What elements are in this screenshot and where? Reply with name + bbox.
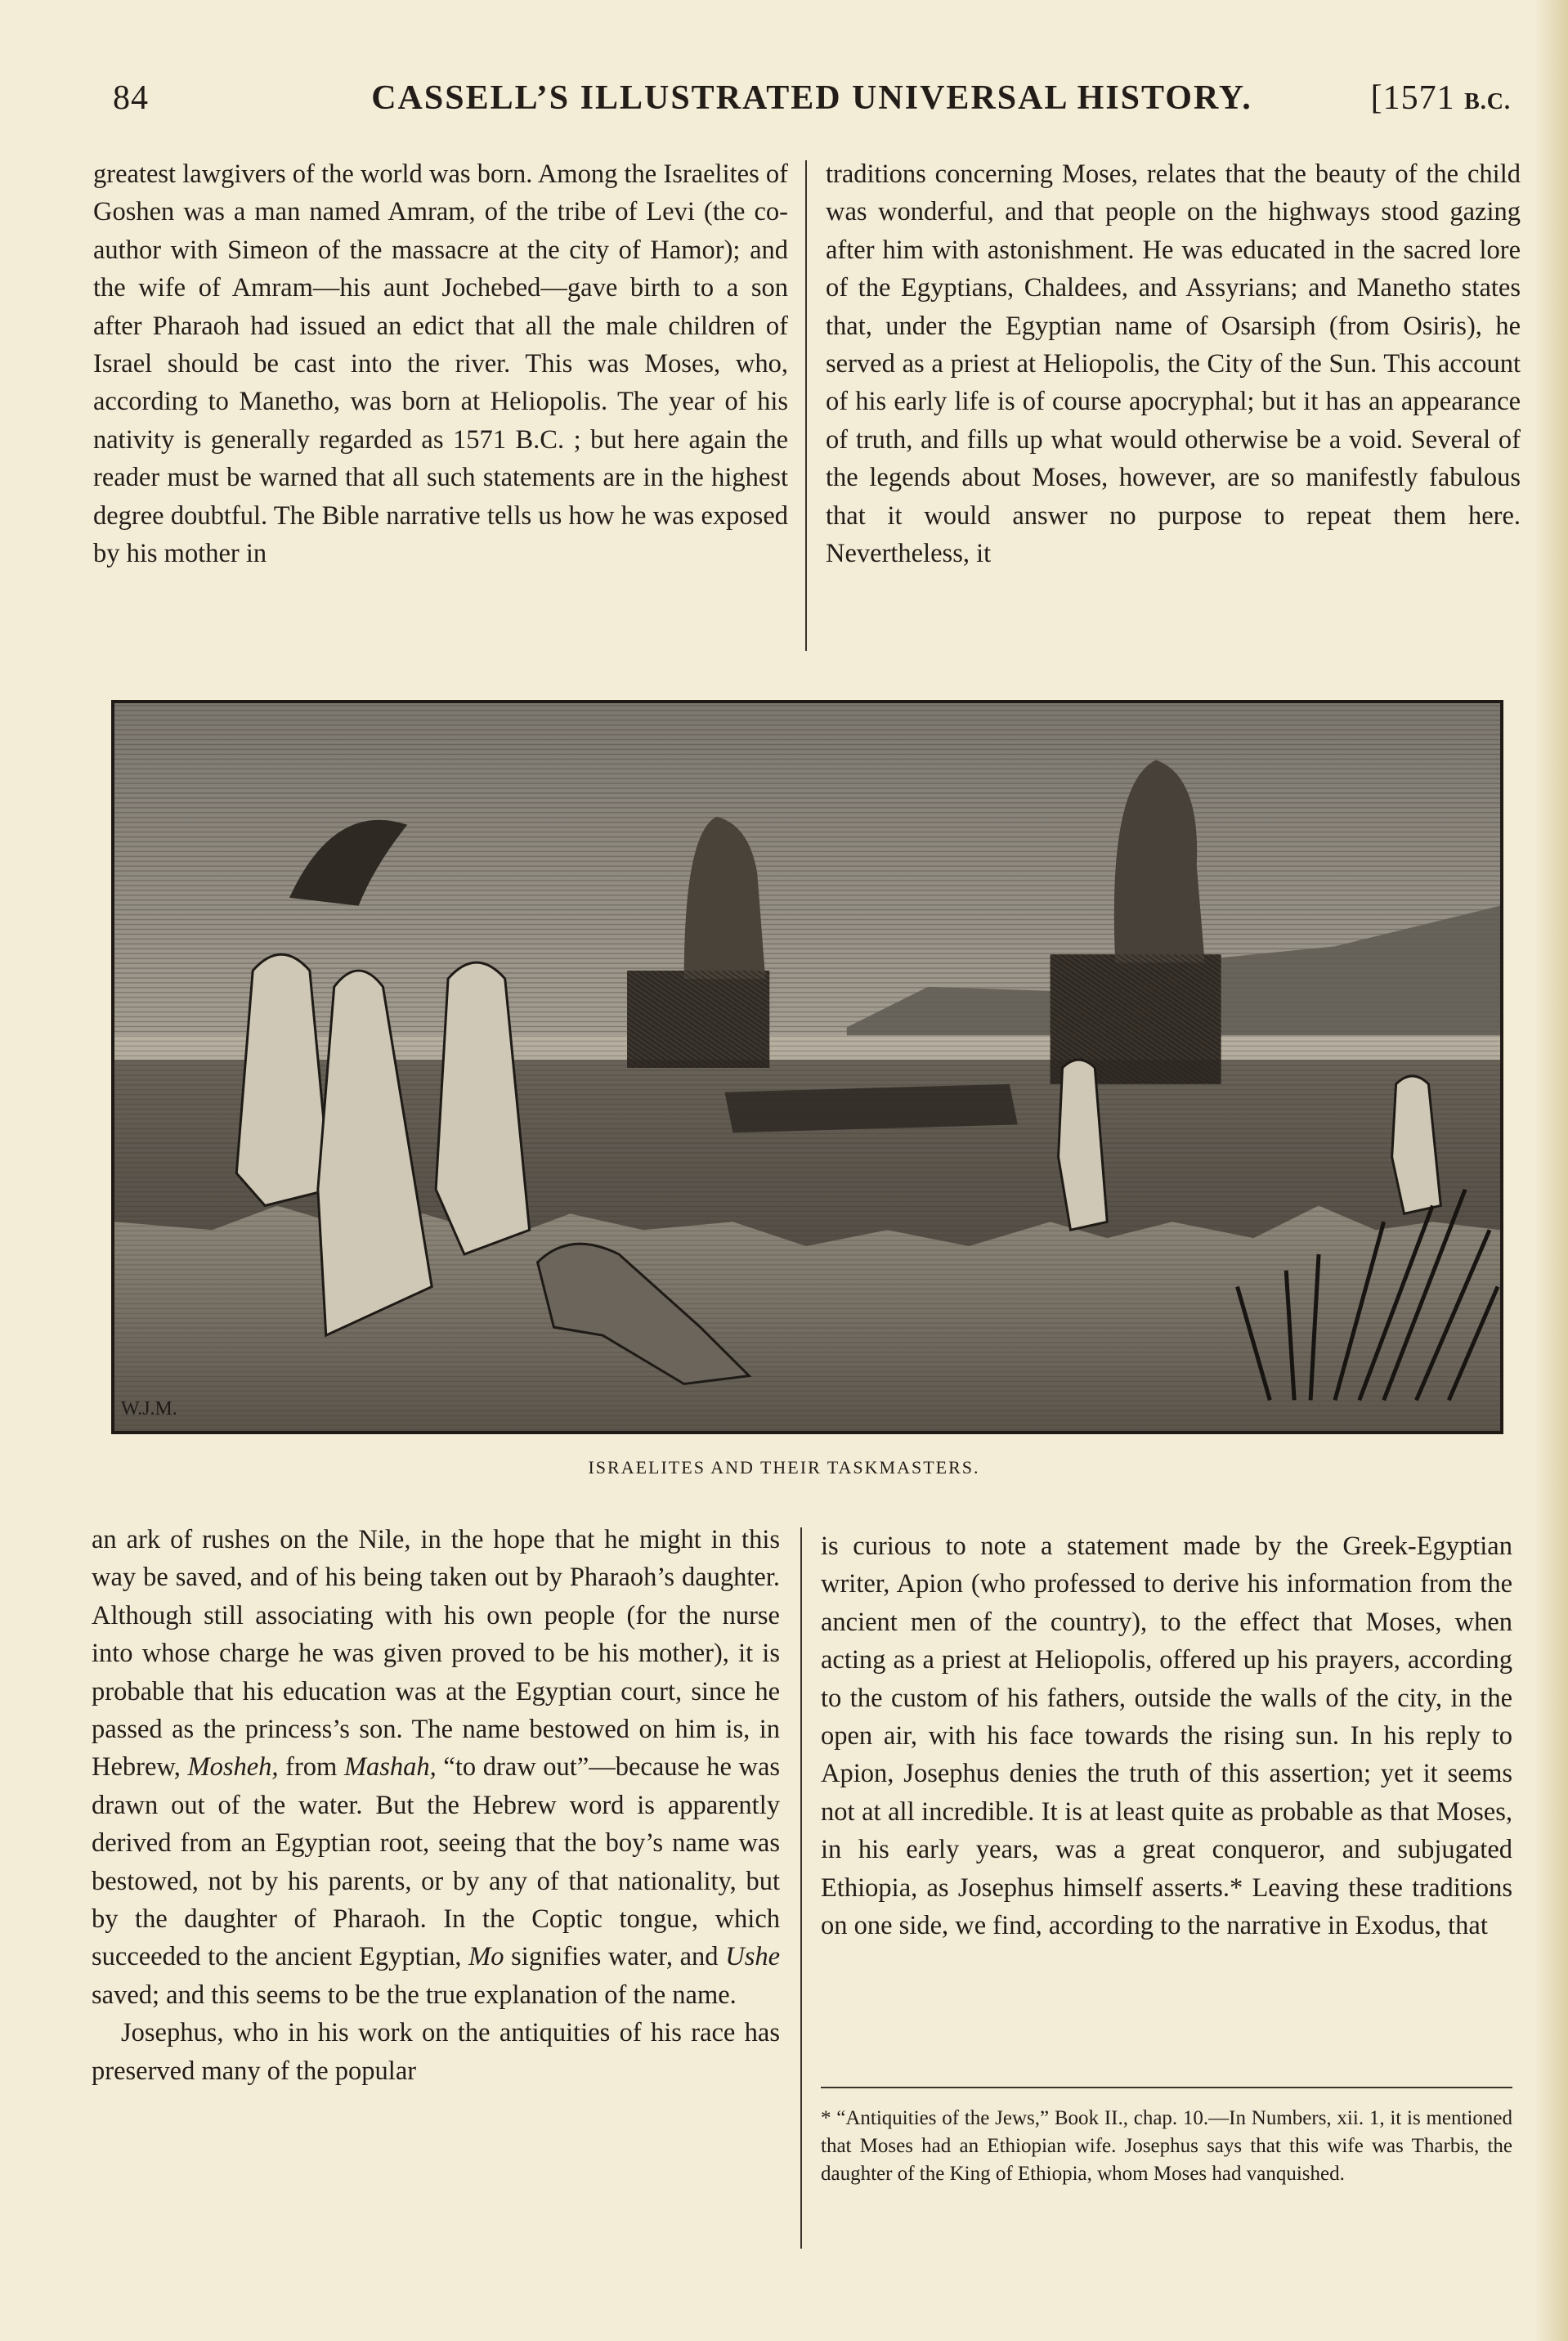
page-number: 84 [113, 79, 149, 117]
text-run: ; but here again the reader must be warned that all such statements are in the highest degree doubtful. The Bible narrative tells us how he was exposed by his mother in [93, 424, 789, 569]
paragraph: is curious to note a statement made by the Greek-Egyptian writer, Apion (who professed to derive his information from the ancient men of the country), to the effect that Moses, when acting as a priest at Heliopolis, offered up his prayers, according to the custom of his fathers, outside the walls of the city, in the open air, with his face towards the rising sun. In his reply to Apion, Josephus denies the truth of this assertion; yet it seems not at all incredible. It is at least quite as probable as that Moses, in his early years, was a great conqueror, and subjugated Ethiopia, as Josephus himself asserts.* Leaving these traditions on one side, we find, according to the narrative in Exodus, that [821, 1532, 1512, 1941]
footnote-rule [821, 2087, 1512, 2088]
italic-term: Ushe [725, 1942, 781, 1972]
illustration-caption: ISRAELITES AND THEIR TASKMASTERS. [588, 1457, 980, 1478]
bottom-left-column [92, 1521, 780, 2090]
column-divider [800, 1527, 802, 2249]
date-era: B.C. [1464, 89, 1511, 114]
page-header [113, 78, 1511, 124]
column-divider [805, 160, 807, 651]
italic-term: Mashah, [343, 1752, 437, 1783]
era-abbrev: B.C. [515, 424, 565, 455]
top-right-column [826, 155, 1521, 572]
paragraph: traditions concerning Moses, relates that the beauty of the child was wonderful, and that people on the highways stood gazing after him with astonishment. He was educated in the sacred lore of the Egyptians, Chaldees, and Assyrians; and Manetho states that, under the Egyptian name of Osarsiph (from Osiris), he served as a priest at Heliopolis, the City of the Sun. This account of his early life is of course apocryphal; but it has an appearance of truth, and fills up what would otherwise be a void. Several of the legends about Moses, however, are so manifestly fabulous that it would answer no purpose to repeat them here. Nevertheless, it [826, 159, 1521, 569]
top-left-column [93, 155, 788, 572]
footnote: * “Antiquities of the Jews,” Book II., chap. 10.—In Numbers, xii. 1, it is mentioned that Moses had an Ethiopian wife. Josephus says that this wife was Tharbis, the daughter of the King of Ethiopia, whom Moses had vanquished. [821, 2107, 1512, 2185]
page-edge-shadow [1535, 0, 1568, 2341]
text-run: from [285, 1752, 338, 1783]
engraving-illustration [111, 700, 1503, 1434]
text-run: saved; and this seems to be the true explanation of the name. [92, 1980, 737, 2010]
date-year: [1571 [1370, 79, 1455, 117]
page-date [1371, 78, 1511, 118]
paragraph [92, 1521, 780, 2014]
text-run: an ark of rushes on the Nile, in the hope that he might in this way be saved, and of his being taken out by Pharaoh’s daughter. Although still associating with his own people (for the nurse into whose charge he was given proved to be his mother), it is probable that his education was at the Egyptian court, since he passed as the princess’s son. The name bestowed on him is, in Hebrew, [92, 1525, 780, 1783]
italic-term: Mo [468, 1942, 504, 1972]
paragraph [93, 155, 788, 572]
text-run: signifies water, and [511, 1942, 719, 1972]
running-title: CASSELL’S ILLUSTRATED UNIVERSAL HISTORY. [371, 79, 1252, 117]
paragraph: Josephus, who in his work on the antiquities of his race has preserved many of the popular [92, 2018, 780, 2086]
illustration-scene [114, 703, 1500, 1431]
text-run: greatest lawgivers of the world was born. Among the Israelites of Goshen was a man named Amram, of the tribe of Levi (the co-author with Simeon of the massacre at the city of Hamor); and the wife of Amram—his aunt Jochebed—gave birth to a son after Pharaoh had issued an edict that all the male children of Israel should be cast into the river. This was Moses, who, according to Manetho, was born at Heliopolis. The year of his nativity is generally regarded as 1571 [93, 159, 788, 455]
illustration-signature: W.J.M. [120, 1398, 177, 1420]
bottom-right-column [821, 1527, 1512, 1944]
italic-term: Mosheh, [187, 1752, 279, 1783]
text-run: “to draw out”—because he was drawn out of the water. But the Hebrew word is apparently derived from an Egyptian root, seeing that the boy’s name was bestowed, not by his parents, or by any of that nationality, but by the daughter of Pharaoh. In the Coptic tongue, which succeeded to the ancient Egyptian, [92, 1752, 781, 1972]
